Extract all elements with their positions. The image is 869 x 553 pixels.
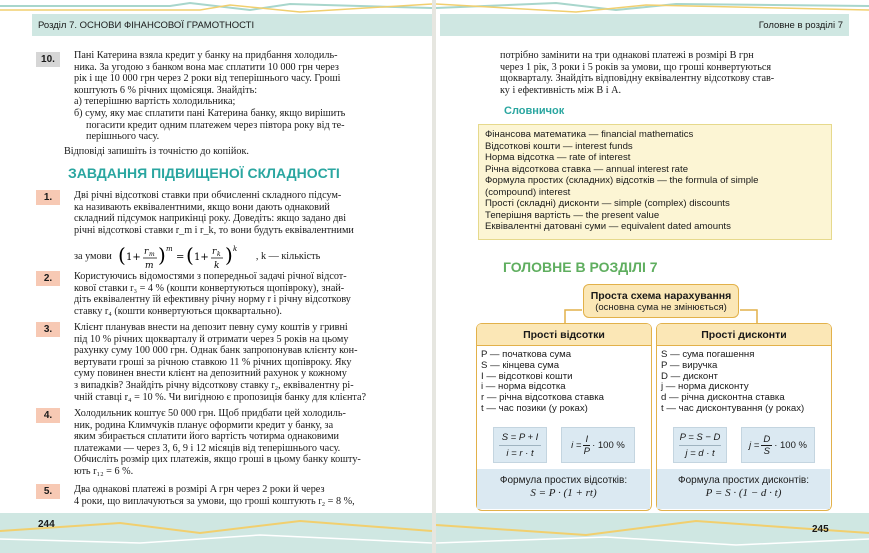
text-line: Клієнт планував внести на депозит певну суму коштів у гривні (74, 322, 348, 333)
condition-prefix: за умови (74, 251, 112, 263)
summary-title: ГОЛОВНЕ В РОЗДІЛІ 7 (503, 259, 658, 275)
header-decoration-left (0, 0, 432, 14)
text-line: рахунку суму 100 000 грн. Однак банк запропонував клієнту кон- (74, 345, 358, 357)
exercise-number: 2. (36, 271, 60, 286)
text-line: перішнього часу. (86, 131, 160, 143)
numerator: I (585, 433, 589, 445)
text-line: б) суму, яку має сплатити пані Катерина банку, якщо вирішить (74, 107, 346, 119)
svg-text:): ) (224, 243, 233, 267)
text-line: ють r₁₂ = 6 %. (74, 465, 134, 477)
text-line: через 1 рік, 3 роки і 5 років за умови, що гроші конвертуються (500, 61, 772, 73)
text-line: яким збирається сплатити його вартість чотирма однаковими (74, 431, 339, 443)
legend-item: S — сума погашення (661, 349, 755, 360)
header-decoration-right (436, 0, 869, 14)
text-line: Пані Катерина взяла кредит у банку на придбання холодиль- (74, 50, 338, 61)
dictionary-entry: Прості (складні) дисконти — simple (complex) discounts (485, 198, 730, 209)
text-line: вертувати гроші за річною ставкою 11 % річних щопівроку. Яку (74, 356, 352, 368)
exercise-number: 1. (36, 190, 60, 205)
text-line: щокварталу. Знайдіть відповідну еквівалентну відсоткову став- (500, 73, 775, 85)
footer-decoration-left (0, 513, 432, 553)
main-formula: P = S · (1 − d · t) (705, 487, 782, 499)
formula-label: Формула простих відсотків: (499, 475, 628, 486)
dictionary-entry: Фінансова математика — financial mathematics (485, 129, 694, 140)
exercise-number: 5. (36, 484, 60, 499)
text-line: з випадків? Знайдіть річну відсоткову ставку r₂, еквівалентну рі- (74, 379, 354, 391)
text-line: під 10 % річних щокварталу й отримати через 5 років на цьому (74, 333, 349, 345)
discount-formula-pair (673, 427, 727, 463)
interest-legend (481, 350, 651, 415)
legend-item: D — дисконт (661, 370, 718, 382)
fraction (761, 434, 772, 457)
text-line: ника. За угодою з банком вона має сплатити 10 000 грн через (74, 61, 339, 73)
svg-text:): ) (157, 243, 166, 267)
legend-item: i — норма відсотка (481, 381, 566, 393)
svg-text:1+: 1+ (193, 252, 209, 263)
svg-text:(: ( (185, 243, 194, 267)
simple-discount-title: Прості дисконти (657, 324, 831, 346)
discount-main-formula (657, 469, 830, 509)
answer-note: Відповіді запишіть із точністю до копійок. (64, 146, 249, 157)
discount-legend (661, 350, 831, 415)
page-gutter (432, 0, 436, 553)
legend-item: P — початкова сума (481, 349, 572, 360)
simple-interest-box (476, 323, 652, 511)
formula-label: Формула простих дисконтів: (677, 475, 810, 486)
formula: P = S − D (679, 431, 721, 443)
dictionary-entry: (compound) interest (485, 186, 571, 198)
divider (679, 445, 721, 446)
dictionary-title: Словничок (504, 105, 565, 117)
formula-lhs: i = (571, 439, 582, 451)
text-line: Користуючись відомостями з попередньої задачі річної відсот- (74, 271, 347, 282)
svg-text:k: k (213, 261, 220, 271)
denominator: P (583, 445, 590, 457)
svg-text:=: = (175, 252, 185, 263)
simple-discount-box (656, 323, 832, 511)
legend-item: I — відсоткові кошти (481, 370, 573, 382)
svg-text:r: r (143, 247, 149, 257)
dictionary-entry: Норма відсотка — rate of interest (485, 152, 631, 163)
legend-item: r — річна відсоткова ставка (481, 392, 605, 404)
simple-scheme-box (583, 284, 739, 318)
text-line: ка називають еквівалентними, якщо вони дають однаковий (74, 201, 330, 213)
dictionary-entry: Теперішня вартість — the present value (485, 209, 660, 221)
interest-main-formula (477, 469, 650, 509)
left-running-header: Розділ 7. ОСНОВИ ФІНАНСОВОЇ ГРАМОТНОСТІ (32, 14, 436, 36)
text-line: кової ставки r₃ = 4 % (кошти конвертуються щопівроку), знай- (74, 282, 345, 294)
text-line: Два однакові платежі в розмірі A грн через 2 роки й через (74, 484, 325, 495)
text-line: а) теперішню вартість холодильника; (74, 96, 236, 108)
text-line: погасити кредит одним платежем через півтора року від те- (86, 119, 345, 131)
legend-item: t — час позики (у роках) (481, 402, 588, 414)
text-line: суму повинен внести клієнт на депозитний рахунок у кожному (74, 368, 347, 380)
formula-tail: , k — кількість (255, 251, 321, 263)
section-title: ЗАВДАННЯ ПІДВИЩЕНОЇ СКЛАДНОСТІ (68, 165, 340, 181)
page-number-left: 244 (38, 519, 55, 530)
svg-text:k: k (232, 245, 238, 253)
footer-decoration-right (436, 513, 869, 553)
legend-item: S — кінцева сума (481, 359, 560, 371)
text-line: Холодильник коштує 50 000 грн. Щоб придбати цей холодиль- (74, 408, 346, 419)
svg-text:m: m (148, 251, 155, 258)
equivalence-formula (116, 242, 256, 272)
text-line: чній ставці r₄ = 10 %. Чи вигідною є пропозиція банку для клієнта? (74, 391, 367, 403)
text-line: платежами — через 3, 6, 9 і 12 місяців від теперішнього часу. (74, 442, 341, 454)
equivalence-condition (74, 242, 434, 272)
numerator: D (763, 433, 771, 445)
text-line: Дві річні відсоткові ставки при обчисленні складного підсум- (74, 190, 342, 201)
scheme-line-2: (основна сума не змінюється) (595, 301, 727, 313)
interest-formula-pair (493, 427, 547, 463)
formula: j = d · t (685, 447, 715, 459)
interest-rate-formula (561, 427, 635, 463)
text-line: коштують 6 % річних щомісяця. Знайдіть: (74, 84, 258, 96)
exercise-number: 4. (36, 408, 60, 423)
legend-item: t — час дисконтування (у роках) (661, 402, 805, 414)
svg-text:(: ( (117, 243, 126, 267)
dictionary-box (478, 124, 832, 240)
page-number-right: 245 (812, 524, 829, 535)
denominator: S (763, 445, 770, 457)
svg-text:k: k (216, 251, 221, 258)
dictionary-entry: Річна відсоткова ставка — annual interest rate (485, 163, 689, 175)
text-line: рік і ще 10 000 грн через 2 роки від теперішнього часу. Гроші (74, 73, 341, 85)
dictionary-entry: Формула простих (складних) відсотків — the formula of simple (485, 175, 759, 186)
svg-text:1+: 1+ (125, 252, 141, 263)
formula-lhs: j = (749, 439, 760, 451)
text-line: ку і ефективність між B і A. (500, 84, 622, 96)
text-line: діть еквівалентну їй ефективну річну норму r і річну відсоткову (74, 294, 351, 306)
main-formula: S = P · (1 + rt) (530, 487, 597, 499)
legend-item: j — норма дисконту (661, 381, 749, 393)
fraction (583, 434, 590, 457)
scheme-line-1: Проста схема нарахування (590, 289, 732, 302)
text-line: ставку r₄ (кошти конвертуються щоквартально). (74, 305, 282, 317)
legend-item: P — виручка (661, 359, 718, 371)
svg-text:m: m (144, 261, 154, 271)
text-line: складний підсумок наприкінці року. Доведіть: якщо задано дві (74, 213, 347, 225)
discount-rate-formula (741, 427, 815, 463)
divider (499, 445, 541, 446)
right-running-header: Головне в розділі 7 (440, 14, 849, 36)
formula-tail: · 100 % (592, 439, 625, 451)
text-line: річні відсоткові ставки r_m і r_k, то вони будуть еквівалентними (74, 224, 354, 236)
formula: S = P + I (501, 431, 539, 443)
text-line: ник, родина Климчуків планує оформити кредит у банку, за (74, 419, 334, 431)
exercise-number: 10. (36, 52, 60, 67)
svg-text:m: m (165, 245, 173, 253)
legend-item: d — річна дисконтна ставка (661, 392, 785, 404)
text-line: 4 роки, що виплачуються за умови, що гроші коштують r₂ = 8 %, (74, 495, 355, 507)
text-line: Обчисліть розмір цих платежів, якщо гроші в цьому банку кошту- (74, 454, 361, 466)
text-line: потрібно замінити на три однакові платежі в розмірі B грн (500, 50, 754, 61)
right-continuation (500, 50, 840, 96)
formula: i = r · t (506, 447, 534, 459)
dictionary-entry: Відсоткові кошти — interest funds (485, 140, 633, 152)
svg-text:r: r (211, 247, 217, 257)
simple-interest-title: Прості відсотки (477, 324, 651, 346)
exercise-number: 3. (36, 322, 60, 337)
formula-tail: · 100 % (774, 439, 807, 451)
dictionary-entry: Еквівалентні датовані суми — equivalent dated amounts (485, 221, 731, 232)
